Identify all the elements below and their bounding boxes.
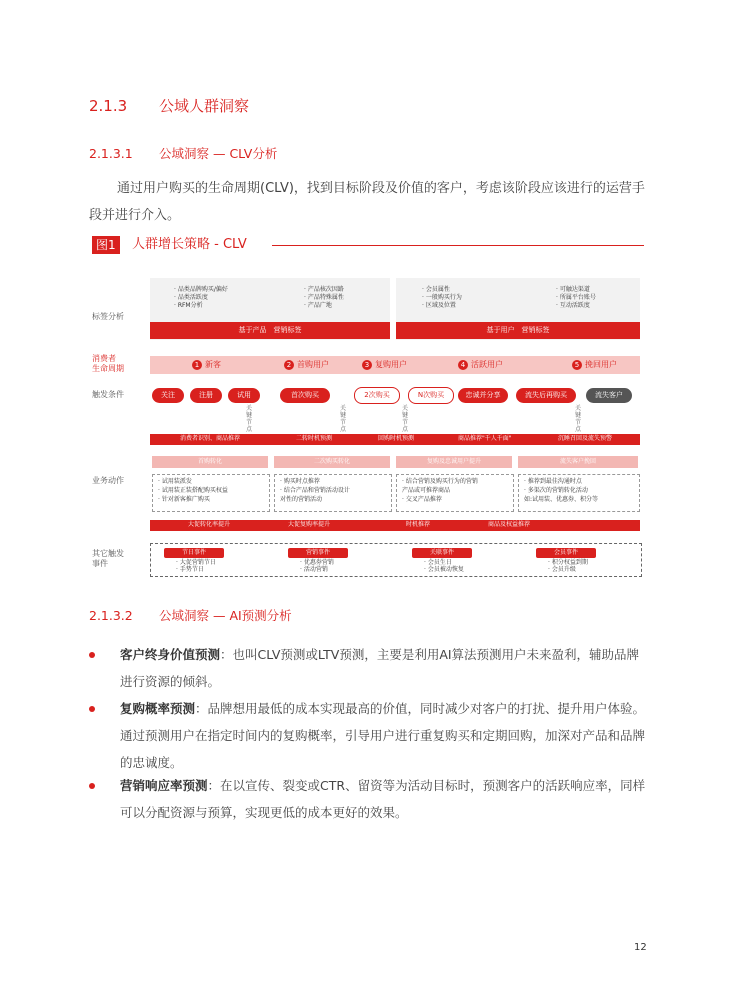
trigger-pill: 关注 <box>152 388 184 403</box>
action-bottom-item: 时机推荐 <box>406 521 431 528</box>
stage-number: 3 <box>362 360 372 370</box>
key-node-label: 关键节点 <box>339 405 346 433</box>
tag-bar-user: 基于用户 营销标签 <box>396 322 640 339</box>
tag-bar-product: 基于产品 营销标签 <box>150 322 390 339</box>
section-heading <box>89 95 249 116</box>
stage-2 <box>284 356 329 374</box>
tag-item: · 产品核次因路 <box>304 286 344 293</box>
action-bottom-item: 大促转化率提升 <box>188 521 231 528</box>
stage-5 <box>572 356 617 374</box>
stage-4 <box>458 356 503 374</box>
event-item: · 会员被动恢复 <box>424 566 464 573</box>
trigger-pill: 注册 <box>190 388 222 403</box>
subsection-heading-1 <box>89 144 277 162</box>
stage-number: 1 <box>192 360 202 370</box>
tag-item: · 品类品牌购买/偏好 <box>174 286 228 293</box>
row-label-lifecycle-2: 生命周期 <box>92 364 124 373</box>
action-detail: · 结合产品和营销活动设计 <box>280 487 350 494</box>
trigger-pill: 首次购买 <box>280 388 330 403</box>
bullet-term: 营销响应率预测 <box>120 778 208 793</box>
key-node-label: 关键节点 <box>574 405 581 433</box>
action-detail: · 购买时点推荐 <box>280 478 320 485</box>
bullet-dot <box>89 652 95 658</box>
intro-paragraph: 通过用户购买的生命周期(CLV)，找到目标阶段及价值的客户，考虑该阶段应该进行的运营手段并进行介入。 <box>89 181 645 223</box>
subsection-title-2: 公域洞察 — AI预测分析 <box>159 608 292 623</box>
action-detail: 对性的营销活动 <box>280 496 323 503</box>
action-detail: · 结合营销及购买行为的营销 <box>402 478 478 485</box>
event-item: · 大促营销节日 <box>176 559 216 566</box>
action-detail: · 交叉产品推荐 <box>402 496 442 503</box>
tag-item: · 区域及位置 <box>422 302 456 309</box>
bullet-text: ：品牌想用最低的成本实现最高的价值，同时减少对客户的打扰、提升用户体验。通过预测用户在指定时间内的复购概率，引导用户进行重复购买和定期回购，加深对产品和品牌的忠诚度。 <box>120 701 646 770</box>
action-bottom-item: 大促复购率提升 <box>288 521 331 528</box>
figure-title: 人群增长策略 - CLV <box>132 237 247 252</box>
stage-label: 新客 <box>205 360 221 369</box>
tag-item: · 互动活跃度 <box>556 302 590 309</box>
event-item: · 会员生日 <box>424 559 452 566</box>
action-pink-bar: 流失客户挽回 <box>518 456 638 468</box>
bullet-text: ：也叫CLV预测或LTV预测，主要是利用AI算法预测用户未来盈利，辅助品牌进行资源的倾斜。 <box>120 647 640 689</box>
figure-rule <box>272 245 644 246</box>
event-item: · 积分权益到期 <box>548 559 588 566</box>
event-tag: 营销事件 <box>288 548 348 558</box>
action-pink-bar: 复购及忠诚用户提升 <box>396 456 512 468</box>
event-item: · 活动营销 <box>300 566 328 573</box>
tag-item: · RFM分析 <box>174 302 203 309</box>
tag-item: · 所属平台账号 <box>556 294 596 301</box>
action-detail: 产品或可推荐商品 <box>402 487 451 494</box>
action-detail: · 推荐到最佳沟通时点 <box>524 478 582 485</box>
bullet-item-3 <box>89 772 649 826</box>
event-item: · 会员升级 <box>548 566 576 573</box>
bullet-term: 客户终身价值预测 <box>120 647 221 662</box>
subsection-number-2: 2.1.3.2 <box>89 608 133 623</box>
key-node-label: 关键节点 <box>245 405 252 433</box>
subsection-title-1: 公域洞察 — CLV分析 <box>159 146 278 161</box>
tag-item: · 产品广地 <box>304 302 332 309</box>
action-top-item: 二转时机预测 <box>296 435 333 442</box>
bullet-dot <box>89 783 95 789</box>
tag-item: · 可触达渠道 <box>556 286 590 293</box>
section-number: 2.1.3 <box>89 97 128 115</box>
key-node-label: 关键节点 <box>401 405 408 433</box>
action-bottom-item: 商品及权益推荐 <box>488 521 531 528</box>
action-top-item: 商品推荐"千人千面" <box>458 435 512 442</box>
event-item: · 优惠券营销 <box>300 559 334 566</box>
row-label-trigger: 触发条件 <box>92 390 124 399</box>
bullet-item-2 <box>89 695 649 776</box>
stage-3 <box>362 356 407 374</box>
action-pink-bar: 二次购买转化 <box>274 456 390 468</box>
section-title: 公域人群洞察 <box>159 97 250 115</box>
bullet-text: ：在以宣传、裂变或CTR、留资等为活动目标时，预测客户的活跃响应率，同样可以分配资源与预算，实现更低的成本更好的效果。 <box>120 778 646 820</box>
trigger-pill: 流失后再购买 <box>516 388 576 403</box>
row-label-action: 业务动作 <box>92 476 124 485</box>
stage-number: 5 <box>572 360 582 370</box>
bullet-item-1 <box>89 641 649 695</box>
action-detail: · 多渠次的营销转化活动 <box>524 487 588 494</box>
trigger-pill: 流失客户 <box>586 388 632 403</box>
row-label-tag: 标签分析 <box>92 312 124 321</box>
stage-label: 复购用户 <box>375 360 407 369</box>
stage-label: 活跃用户 <box>471 360 503 369</box>
tag-item: · 会员属性 <box>422 286 450 293</box>
stage-number: 2 <box>284 360 294 370</box>
bullet-dot <box>89 706 95 712</box>
row-label-other-1: 其它触发 <box>92 549 124 558</box>
action-detail: · 针对新客推广购买 <box>158 496 210 503</box>
event-tag: 会员事件 <box>536 548 596 558</box>
event-tag: 关联事件 <box>412 548 472 558</box>
tag-item: · 品类活跃度 <box>174 294 208 301</box>
trigger-pill: 忠诚并分享 <box>458 388 508 403</box>
trigger-pill: 试用 <box>228 388 260 403</box>
stage-label: 首购用户 <box>297 360 329 369</box>
trigger-pill: 2次购买 <box>354 387 400 404</box>
event-tag: 节日事件 <box>164 548 224 558</box>
action-top-item: 消费者识别、商品推荐 <box>180 435 241 442</box>
page-number: 12 <box>634 942 647 953</box>
stage-number: 4 <box>458 360 468 370</box>
trigger-pill: N次购买 <box>408 387 454 404</box>
tag-item: · 产品特殊属性 <box>304 294 344 301</box>
clv-diagram <box>92 268 644 580</box>
action-top-item: 回购时机预测 <box>378 435 415 442</box>
bullet-term: 复购概率预测 <box>120 701 196 716</box>
subsection-number-1: 2.1.3.1 <box>89 146 133 161</box>
figure-caption <box>92 235 644 255</box>
stage-1 <box>192 356 221 374</box>
tag-item: · 一般购买行为 <box>422 294 462 301</box>
row-label-other-2: 事件 <box>92 559 108 568</box>
subsection-heading-2 <box>89 606 292 624</box>
action-detail: · 试用装正装搭配购买权益 <box>158 487 228 494</box>
figure-badge: 图1 <box>92 236 120 254</box>
action-pink-bar: 首购转化 <box>152 456 268 468</box>
row-label-lifecycle-1: 消费者 <box>92 354 116 363</box>
action-detail: · 试用装派发 <box>158 478 192 485</box>
stage-label: 挽回用户 <box>585 360 617 369</box>
action-top-item: 沉睡召回及流失预警 <box>558 435 613 442</box>
event-item: · 手势节日 <box>176 566 204 573</box>
action-detail: 如:试用装、优惠券、积分等 <box>524 496 599 503</box>
